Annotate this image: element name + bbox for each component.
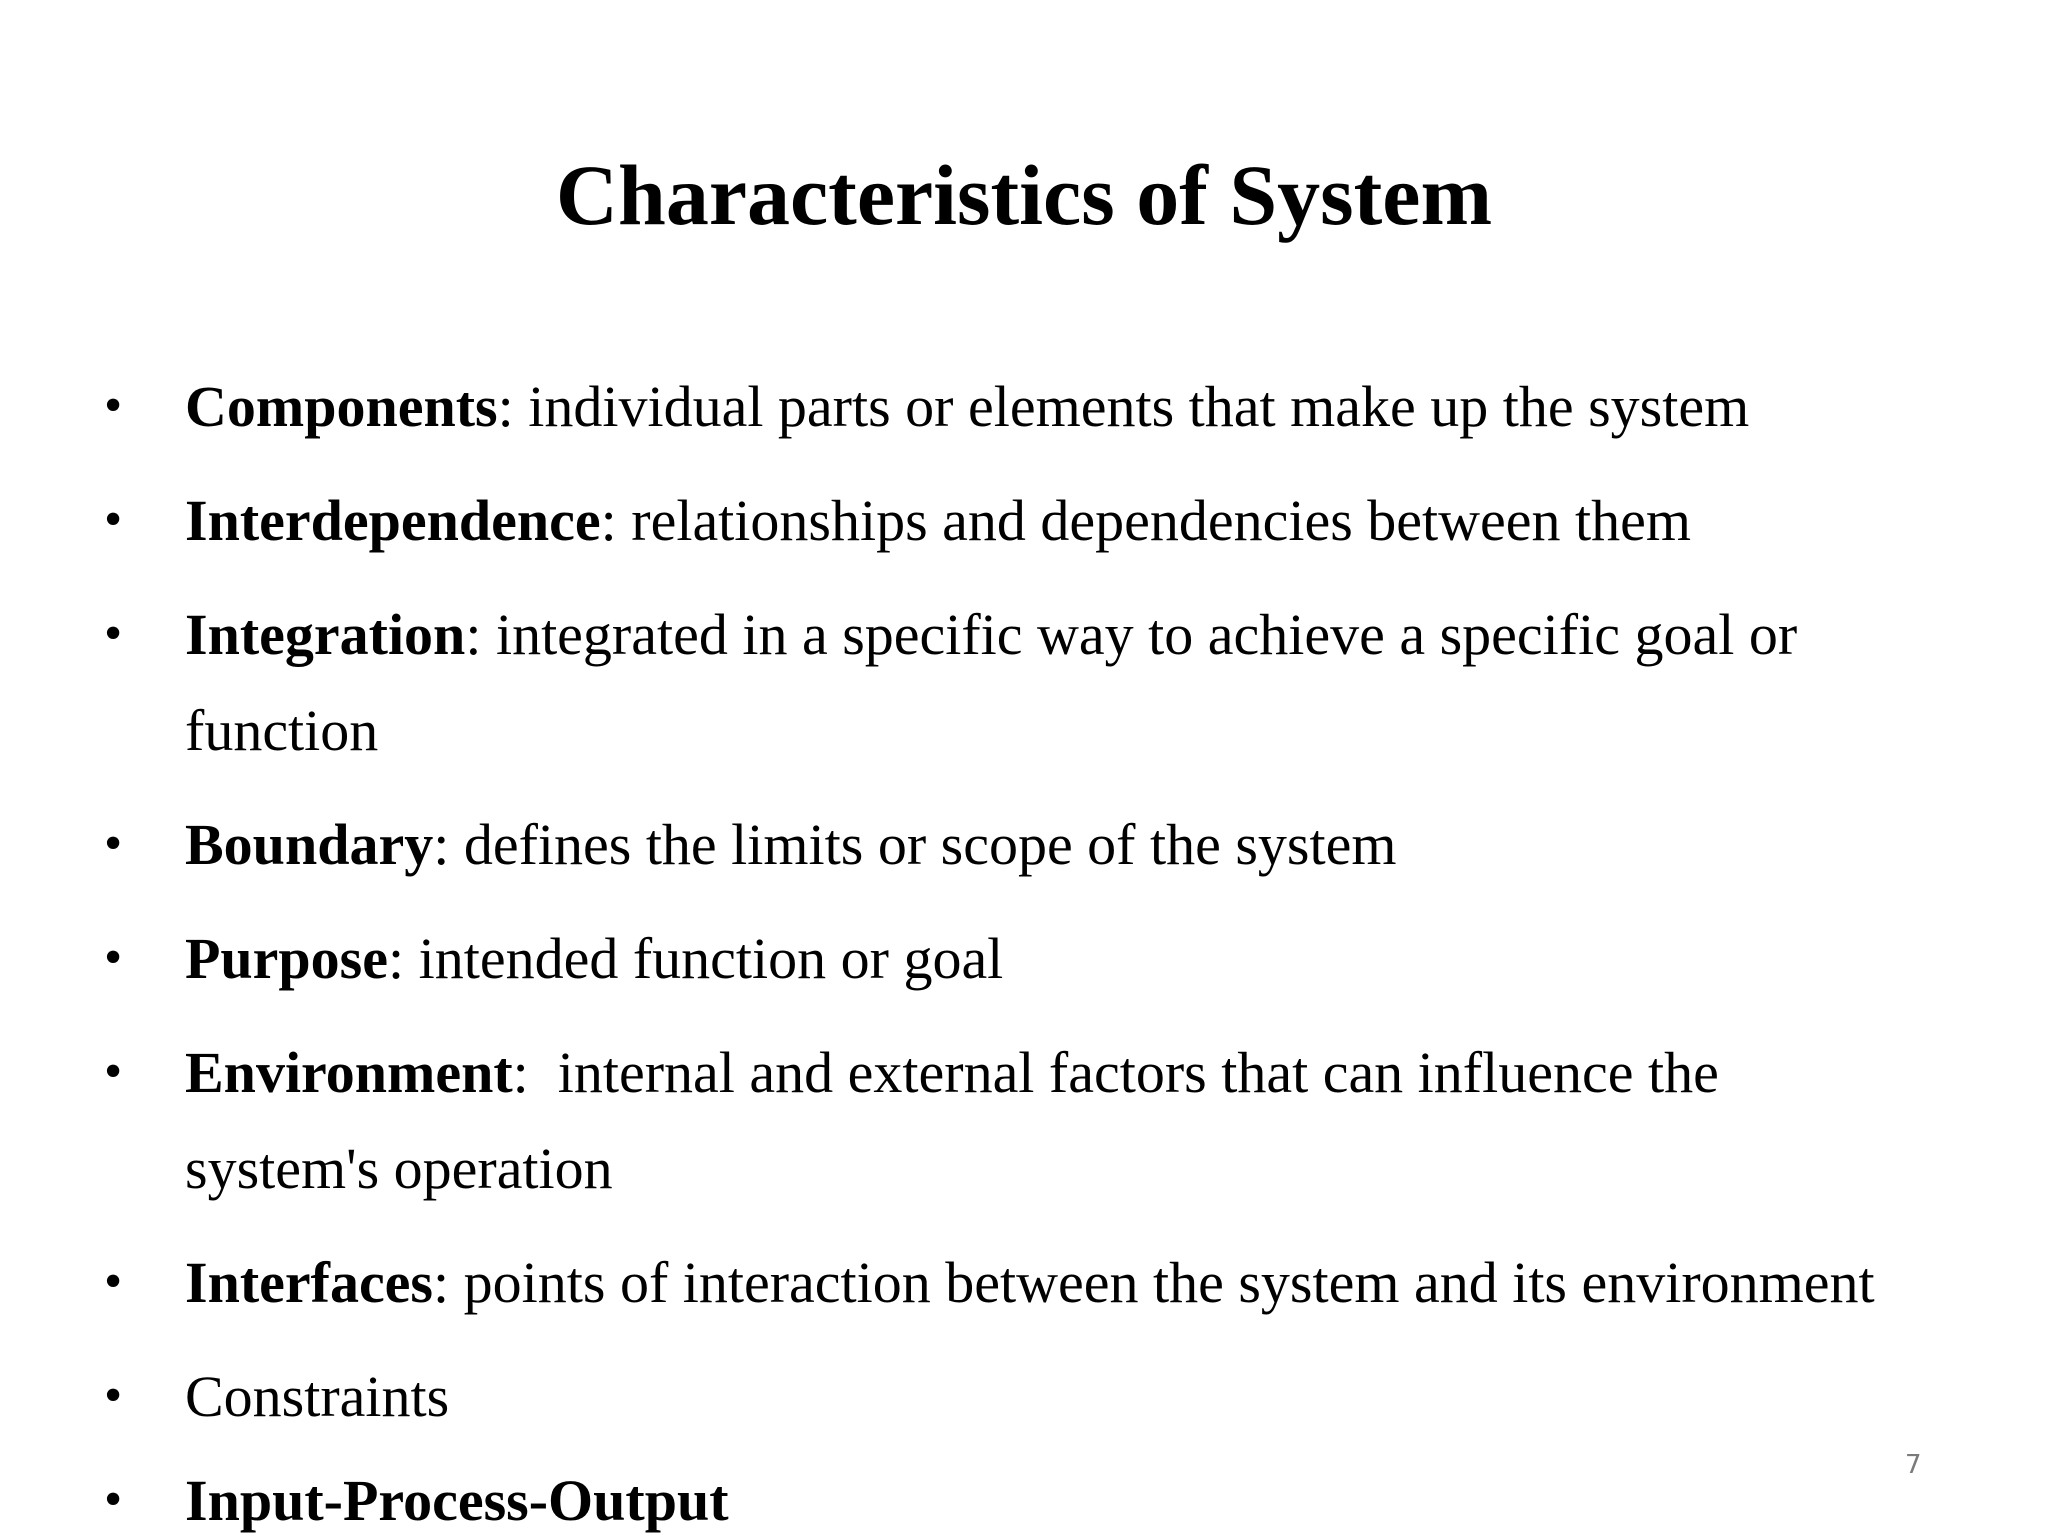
list-item-term: Interdependence <box>185 488 601 553</box>
list-item-line <box>185 372 1749 442</box>
list-item-line <box>185 1466 729 1536</box>
list-item-line <box>185 1362 449 1432</box>
list-item-description: defines the limits or scope of the system <box>463 812 1397 877</box>
bullet-icon: • <box>104 491 123 548</box>
list-item-separator: : <box>388 926 419 991</box>
list-item-separator: : <box>433 1250 464 1315</box>
list-item-term: Components <box>185 374 498 439</box>
list-item-line <box>185 1038 1719 1108</box>
list-item-separator: : <box>600 488 632 553</box>
list-item-term: Environment <box>185 1040 513 1105</box>
list-item-line <box>185 486 1691 556</box>
slide-title: Characteristics of System <box>555 147 1493 243</box>
bullet-icon: • <box>104 1471 123 1528</box>
list-item-line <box>185 924 1003 994</box>
list-item-continuation: system's operation <box>185 1136 613 1201</box>
bullet-icon: • <box>104 815 123 872</box>
bullet-icon: • <box>104 1043 123 1100</box>
list-item-description: relationships and dependencies between them <box>631 488 1692 553</box>
list-item-description: individual parts or elements that make up the system <box>528 374 1750 439</box>
list-item-separator: : <box>465 602 496 667</box>
list-item-separator: : <box>512 1040 558 1105</box>
list-item-description: intended function or goal <box>418 926 1004 991</box>
list-item-description: Constraints <box>185 1364 450 1429</box>
bullet-icon: • <box>104 377 123 434</box>
list-item-term: Integration <box>185 602 466 667</box>
list-item-continuation: function <box>185 698 379 763</box>
list-item-line <box>185 600 1797 670</box>
list-item-term: Input-Process-Output <box>185 1468 729 1533</box>
page-number: 7 <box>1905 1450 1922 1480</box>
list-item-description: integrated in a specific way to achieve a specific goal or <box>495 602 1798 667</box>
bullet-icon: • <box>104 929 123 986</box>
list-item-separator: : <box>497 374 529 439</box>
list-item-line <box>185 810 1396 880</box>
bullet-icon: • <box>104 1253 123 1310</box>
list-item-description: internal and external factors that can influence the <box>557 1040 1719 1105</box>
bullet-icon: • <box>104 1367 123 1424</box>
list-item-line <box>185 1248 1875 1318</box>
list-item-term: Purpose <box>185 926 388 991</box>
list-item-term: Interfaces <box>185 1250 434 1315</box>
list-item-description: points of interaction between the system and its environment <box>463 1250 1875 1315</box>
list-item-term: Boundary <box>185 812 434 877</box>
bullet-icon: • <box>104 605 123 662</box>
list-item-separator: : <box>433 812 464 877</box>
